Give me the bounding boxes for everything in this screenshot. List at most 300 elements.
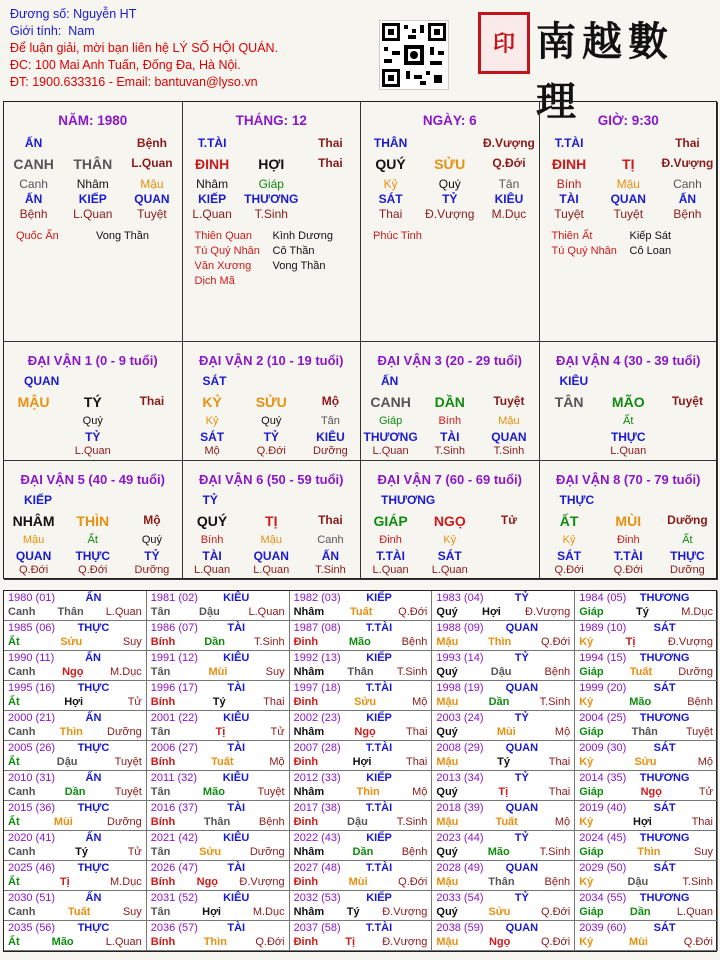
year-line-2 — [4, 845, 146, 859]
year-phase: Thai — [405, 726, 428, 738]
year-line-1 — [432, 621, 574, 635]
year-line-2 — [432, 725, 574, 739]
pillar-r1-item — [242, 136, 301, 150]
stars-left — [195, 229, 260, 289]
year-line-1 — [4, 711, 146, 725]
year-line-1 — [147, 801, 289, 815]
year-cell — [575, 771, 718, 801]
dai-van-r5-item: L.Quan — [431, 564, 468, 576]
pillar-r3-item: Tân — [498, 177, 520, 191]
year-line-1 — [4, 771, 146, 785]
qr-code-icon — [379, 20, 449, 90]
year-ten-god: QUAN — [505, 622, 539, 634]
year-branch: Dậu — [627, 876, 649, 888]
pillar-row-r4 — [4, 192, 182, 206]
year-line-1 — [4, 741, 146, 755]
dai-van-r3-item: Đinh — [379, 534, 402, 546]
year-line-2 — [432, 695, 574, 709]
year-cell — [575, 591, 718, 621]
year-line-1 — [575, 591, 717, 605]
year-cell — [432, 591, 575, 621]
year-phase: Tuyệt — [114, 756, 142, 768]
dai-van-r3-item: Ất — [682, 534, 693, 546]
year-phase: Thai — [263, 696, 285, 708]
spacer — [703, 921, 713, 935]
year-line-2 — [290, 635, 432, 649]
pillar-r5-item: L.Quan — [73, 207, 113, 221]
year-phase: Tử — [127, 846, 142, 858]
dai-van-r4-item: T.TÀI — [613, 549, 643, 563]
spacer — [132, 831, 142, 845]
year-label: 2013 (34) — [436, 772, 484, 784]
year-label: 2014 (35) — [579, 772, 627, 784]
year-ten-god: THỰC — [77, 802, 110, 814]
year-stem: Nhâm — [293, 726, 325, 738]
year-line-2 — [575, 905, 717, 919]
spacer — [703, 651, 713, 665]
dai-van-row-r3 — [540, 534, 718, 546]
year-line-2 — [575, 605, 717, 619]
dai-van-r2-item: NHÂM — [12, 513, 55, 529]
year-cell — [432, 651, 575, 681]
year-branch: Tý — [497, 756, 510, 768]
year-line-2 — [290, 845, 432, 859]
year-label: 2027 (48) — [293, 862, 341, 874]
year-cell — [290, 681, 433, 711]
dai-van-title: ĐẠI VẬN 5 (40 - 49 tuổi) — [20, 472, 165, 487]
year-ten-god: KIÊU — [222, 772, 249, 784]
year-stem: Ất — [8, 756, 20, 768]
year-cell — [290, 651, 433, 681]
year-ten-god: TỶ — [514, 892, 529, 904]
spacer — [560, 921, 570, 935]
year-branch: Ngọ — [62, 666, 84, 678]
spacer — [417, 801, 427, 815]
year-ten-god: TÀI — [227, 622, 246, 634]
year-cell — [4, 741, 147, 771]
year-branch: Ngọ — [196, 876, 219, 888]
year-phase: Mộ — [412, 696, 428, 708]
year-stem: Tân — [150, 666, 171, 678]
year-label: 1983 (04) — [436, 592, 484, 604]
year-stem: Nhâm — [293, 606, 325, 618]
year-branch: Dậu — [199, 606, 220, 618]
spacer — [132, 861, 142, 875]
dai-van-r3-item — [540, 415, 599, 427]
year-branch: Thìn — [637, 846, 661, 858]
year-label: 2002 (23) — [293, 712, 341, 724]
spacer — [132, 681, 142, 695]
pillar-r5-item: Tuyệt — [613, 207, 644, 221]
year-label: 1992 (13) — [293, 652, 341, 664]
pillar-row-r4 — [540, 192, 718, 206]
dai-van-row-r3 — [4, 415, 182, 427]
pillar-r4-item: TÀI — [559, 192, 579, 206]
spacer — [417, 831, 427, 845]
pillar-r4-item: KIÊU — [494, 192, 524, 206]
year-line-1 — [4, 921, 146, 935]
year-phase: Suy — [265, 666, 285, 678]
year-stem: Đinh — [293, 936, 319, 948]
dai-van-r4-item: TỶ — [85, 430, 101, 444]
pillar-r5-item: M.Dục — [491, 207, 527, 221]
dai-van-row-r2 — [361, 513, 539, 529]
year-label: 2033 (54) — [436, 892, 484, 904]
dai-van-row-r4 — [361, 549, 539, 563]
dai-van-god: THỰC — [559, 493, 595, 507]
year-label: 1984 (05) — [579, 592, 627, 604]
dai-van-row-r3 — [361, 415, 539, 427]
spacer — [703, 741, 713, 755]
pillar-r2-item: CANH — [13, 156, 54, 172]
year-label: 2039 (60) — [579, 922, 627, 934]
dai-van-r2-item: DẦN — [434, 394, 465, 410]
bazi-chart-grid — [3, 101, 717, 579]
dai-van-r2-item: MÙI — [615, 513, 642, 529]
year-ten-god: KIÊU — [223, 832, 250, 844]
dai-van-row-r5 — [540, 445, 718, 457]
year-label: 2007 (28) — [293, 742, 341, 754]
year-ten-god: KIẾP — [366, 592, 392, 604]
spacer — [275, 591, 285, 605]
dai-van-row-r2 — [183, 513, 361, 529]
year-branch: Mùi — [53, 816, 73, 828]
dai-van-row-r2 — [540, 394, 718, 410]
year-line-2 — [147, 785, 289, 799]
year-cell — [4, 771, 147, 801]
year-branch: Hợi — [633, 816, 652, 828]
spacer — [703, 891, 713, 905]
year-label: 2009 (30) — [579, 742, 627, 754]
year-branch: Thân — [347, 666, 374, 678]
year-phase: Mộ — [554, 726, 571, 738]
year-phase: Q.Đới — [398, 606, 428, 618]
year-line-2 — [290, 815, 432, 829]
year-cell — [290, 831, 433, 861]
year-cell — [290, 861, 433, 891]
dai-van-r5-item — [479, 564, 538, 576]
year-cell — [147, 801, 290, 831]
spacer — [703, 711, 713, 725]
year-line-1 — [4, 591, 146, 605]
year-line-2 — [4, 605, 146, 619]
year-cell — [290, 621, 433, 651]
spacer — [560, 801, 570, 815]
dai-van-cell — [4, 461, 183, 580]
year-line-2 — [575, 845, 717, 859]
year-ten-god: ẤN — [85, 712, 102, 724]
year-stem: Kỷ — [579, 756, 594, 768]
pillar-row-r5 — [183, 207, 361, 221]
year-label: 1996 (17) — [150, 682, 198, 694]
pillar-cell — [540, 102, 719, 342]
dai-van-r4-item: TỶ — [144, 549, 160, 563]
year-label: 1998 (19) — [436, 682, 484, 694]
year-phase: Đ.Vượng — [382, 906, 428, 918]
spacer — [132, 801, 142, 815]
spacer — [560, 591, 570, 605]
dai-van-r2-item: TỊ — [265, 513, 278, 529]
year-phase: Q.Đới — [540, 936, 571, 948]
year-stem: Đinh — [293, 876, 319, 888]
dai-van-r5-item: L.Quan — [372, 445, 409, 457]
year-cell — [147, 621, 290, 651]
year-ten-god: TỶ — [514, 712, 529, 724]
stars-right — [630, 229, 672, 259]
year-ten-god: TÀI — [227, 682, 246, 694]
year-stem: Kỷ — [579, 636, 594, 648]
year-cell — [432, 921, 575, 951]
year-stem: Tân — [150, 726, 171, 738]
year-branch: Ngọ — [488, 936, 511, 948]
dai-van-r5-item — [122, 445, 181, 457]
dai-van-r5-item: T.Sinh — [434, 445, 466, 457]
year-phase: Bệnh — [401, 846, 428, 858]
pillar-r4-item: ẤN — [678, 192, 697, 206]
dai-van-r2-item: Thai — [139, 394, 165, 408]
year-phase: Thai — [548, 756, 571, 768]
dai-van-r3-item: Quý — [261, 415, 282, 427]
year-line-1 — [147, 831, 289, 845]
year-ten-god: QUAN — [505, 922, 539, 934]
dai-van-r2-item: QUÝ — [196, 513, 228, 529]
year-line-2 — [432, 665, 574, 679]
year-ten-god: ẤN — [85, 652, 101, 664]
star-item: Phúc Tinh — [373, 230, 422, 242]
year-stem: Tân — [150, 846, 171, 858]
year-ten-god: T.TÀI — [365, 682, 393, 694]
year-stem: Giáp — [579, 726, 604, 738]
pillar-row-r1 — [361, 136, 539, 150]
year-cell — [432, 621, 575, 651]
star-item: Quốc Ấn — [16, 230, 59, 242]
year-branch: Dậu — [490, 666, 512, 678]
year-ten-god: QUAN — [505, 862, 539, 874]
year-stem: Quý — [436, 726, 458, 738]
year-stem: Bính — [150, 636, 176, 648]
year-ten-god: TỶ — [514, 772, 529, 784]
year-line-2 — [290, 665, 432, 679]
address-line: ĐC: 100 Mai Anh Tuấn, Đống Đa, Hà Nội. — [10, 58, 241, 72]
spacer — [560, 741, 570, 755]
year-line-1 — [147, 921, 289, 935]
dai-van-r3-item: Mậu — [260, 534, 282, 546]
dai-van-r4-item: TỶ — [263, 430, 279, 444]
pillar-r4-item: ẤN — [24, 192, 43, 206]
dai-van-r4-item: QUAN — [253, 549, 289, 563]
year-line-1 — [147, 741, 289, 755]
pillar-r4-item: THƯƠNG — [244, 192, 299, 206]
star-item: Vong Thần — [272, 260, 326, 272]
year-phase: Tuyệt — [685, 726, 713, 738]
dai-van-r2-item: THÌN — [76, 513, 110, 529]
year-label: 2030 (51) — [8, 892, 56, 904]
year-branch: Tuất — [67, 906, 91, 918]
year-ten-god: ẤN — [85, 592, 102, 604]
year-stem: Quý — [436, 606, 458, 618]
stars-left — [16, 229, 59, 244]
year-phase: Dưỡng — [249, 846, 285, 858]
year-line-1 — [575, 771, 717, 785]
year-ten-god: SÁT — [653, 742, 676, 754]
year-line-1 — [147, 681, 289, 695]
spacer — [275, 621, 285, 635]
year-stem: Giáp — [579, 786, 604, 798]
year-ten-god: SÁT — [653, 922, 676, 934]
dai-van-row-r5 — [4, 564, 182, 576]
dai-van-r3-item: Mậu — [498, 415, 520, 427]
year-line-2 — [432, 635, 574, 649]
year-label: 1982 (03) — [293, 592, 341, 604]
dai-van-r3-item — [122, 415, 181, 427]
year-branch: Thìn — [488, 636, 512, 648]
dai-van-r3-item: Ất — [623, 415, 634, 427]
header-info — [10, 6, 350, 91]
year-cell — [290, 711, 433, 741]
year-line-1 — [4, 651, 146, 665]
year-line-1 — [432, 861, 574, 875]
dai-van-r4-item: SÁT — [200, 430, 225, 444]
pillar-r5-item: Tuyệt — [137, 207, 167, 221]
pillar-r1-item: Bệnh — [136, 136, 167, 150]
year-label: 2016 (37) — [150, 802, 198, 814]
dai-van-r2-item: MÃO — [611, 394, 645, 410]
dai-van-r4-item: TÀI — [202, 549, 222, 563]
pillar-r1-item: THÂN — [373, 136, 408, 150]
year-branch: Tuất — [629, 666, 653, 678]
year-ten-god: KIẾP — [366, 652, 392, 664]
pillar-r3-item: Quý — [438, 177, 461, 191]
year-line-2 — [290, 785, 432, 799]
year-stem: Nhâm — [293, 786, 325, 798]
pillar-row-r1 — [183, 136, 361, 150]
spacer — [275, 861, 285, 875]
pillar-r3-item: Giáp — [258, 177, 284, 191]
year-cell — [575, 681, 718, 711]
year-ten-god: KIÊU — [223, 652, 250, 664]
year-cell — [147, 771, 290, 801]
year-cell — [575, 621, 718, 651]
dai-van-row-r2 — [4, 513, 182, 529]
year-line-1 — [575, 711, 717, 725]
year-line-2 — [432, 785, 574, 799]
year-stem: Quý — [436, 846, 458, 858]
pillar-row-r2 — [540, 156, 718, 172]
year-line-2 — [290, 605, 432, 619]
pillar-row-r2 — [4, 156, 182, 172]
year-label: 1997 (18) — [293, 682, 341, 694]
year-cell — [147, 651, 290, 681]
year-ten-god: TÀI — [227, 922, 246, 934]
year-cell — [432, 711, 575, 741]
year-line-2 — [575, 695, 717, 709]
year-cell — [290, 741, 433, 771]
year-branch: Sửu — [488, 906, 511, 918]
year-line-1 — [147, 861, 289, 875]
year-line-1 — [290, 831, 432, 845]
pillar-r4-item: QUAN — [134, 192, 170, 206]
dai-van-r2-item: NGỌ — [433, 513, 466, 529]
dai-van-cell — [540, 342, 719, 461]
year-stem: Quý — [436, 906, 458, 918]
seal-icon: 印 — [478, 12, 530, 74]
dai-van-row-r5 — [361, 445, 539, 457]
year-phase: Suy — [122, 636, 142, 648]
year-branch: Ngọ — [640, 786, 662, 798]
dai-van-r3-item: Kỷ — [205, 415, 219, 427]
spacer — [132, 651, 142, 665]
dai-van-r5-item: L.Quan — [372, 564, 409, 576]
dai-van-r4-item — [479, 549, 538, 563]
year-cell — [4, 591, 147, 621]
pillar-r2-item: QUÝ — [375, 156, 406, 172]
dai-van-r3-item — [479, 534, 538, 546]
year-ten-god: THỰC — [77, 862, 110, 874]
year-line-1 — [432, 711, 574, 725]
year-stem: Giáp — [579, 606, 604, 618]
year-phase: L.Quan — [676, 906, 713, 918]
dai-van-row-r5 — [4, 445, 182, 457]
year-phase: Bệnh — [544, 666, 571, 678]
year-line-1 — [290, 711, 432, 725]
spacer — [417, 891, 427, 905]
year-label: 1981 (02) — [150, 592, 198, 604]
year-line-1 — [4, 861, 146, 875]
spacer — [417, 771, 427, 785]
year-stem: Quý — [436, 666, 458, 678]
year-ten-god: THƯƠNG — [639, 772, 690, 784]
year-cell — [290, 921, 433, 951]
year-branch: Sửu — [354, 696, 377, 708]
pillar-r1-item: T.TÀI — [554, 136, 584, 150]
year-label: 2038 (59) — [436, 922, 484, 934]
pillar-r2-item: Q.Đới — [492, 156, 526, 170]
year-label: 2017 (38) — [293, 802, 341, 814]
year-phase: Bệnh — [544, 876, 571, 888]
dai-van-r5-item: Mộ — [204, 445, 220, 457]
year-branch: Mùi — [208, 666, 228, 678]
pillar-cell — [183, 102, 362, 342]
year-phase: Bệnh — [401, 636, 428, 648]
year-branch: Hợi — [202, 906, 221, 918]
year-line-2 — [4, 785, 146, 799]
dai-van-r4-item: THỰC — [75, 549, 111, 563]
year-cell — [432, 891, 575, 921]
year-grid — [3, 590, 717, 952]
dai-van-r2-item: Mộ — [143, 513, 161, 527]
dai-van-cell — [361, 342, 540, 461]
dai-van-r3-item: Giáp — [378, 415, 403, 427]
spacer — [275, 801, 285, 815]
year-cell — [147, 831, 290, 861]
spacer — [703, 681, 713, 695]
pillar-r1-item: ẤN — [24, 136, 43, 150]
year-phase: Mộ — [697, 756, 713, 768]
year-line-2 — [147, 695, 289, 709]
year-line-1 — [575, 861, 717, 875]
year-line-2 — [290, 695, 432, 709]
year-phase: Dưỡng — [107, 726, 142, 738]
dai-van-r4-item: THỰC — [670, 549, 705, 563]
year-cell — [4, 711, 147, 741]
year-cell — [575, 651, 718, 681]
dai-van-title: ĐẠI VẬN 4 (30 - 39 tuổi) — [556, 353, 701, 368]
year-branch: Thân — [631, 726, 658, 738]
year-branch: Thìn — [356, 786, 380, 798]
year-ten-god: TỶ — [514, 832, 529, 844]
year-phase: Thai — [691, 816, 713, 828]
year-stem: Mậu — [436, 696, 459, 708]
